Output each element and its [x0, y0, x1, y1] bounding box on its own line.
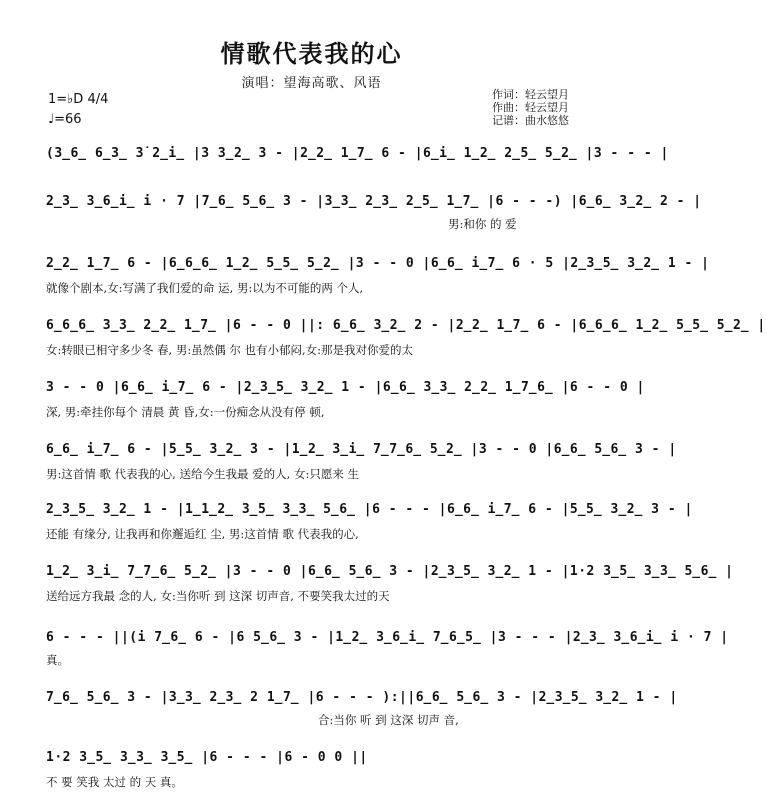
notation-line-7: 2̲3̲5̲ 3̲2̲ 1 - |1̲1̲2̲ 3̲5̲ 3̲3̲ 5̲6̲ |6 - - - |6̲6̲ i̲7̲ 6 - |5̲5̲ 3̲2̲ 3 - |	[46, 502, 693, 517]
key-signature: 1=♭D 4/4	[48, 92, 109, 107]
notation-line-3: 2̲2̲ 1̲7̲ 6 - |6̲6̲6̲ 1̲2̲ 5̲5̲ 5̲2̲ |3 - - 0 |6̲6̲ i̲7̲ 6 · 5 |2̲3̲5̲ 3̲2̲ 1 - |	[46, 256, 710, 271]
notation-line-1: (3̲6̲ 6̲3̲ 3̇ 2̲i̲ |3 3̲2̲ 3 - |2̲2̲ 1̲7̲ 6 - |6̲i̲ 1̲2̲ 2̲5̲ 5̲2̲ |3 - - - |	[46, 146, 669, 161]
lyric-line-10: 合:当你 听 到 这深 切声 音,	[318, 713, 459, 727]
composer-credit: 作曲：轻云望月	[492, 101, 569, 114]
lyric-line-6: 男:这首情 歌 代表我的心, 送给今生我最 爱的人, 女:只愿来 生	[46, 467, 359, 481]
lyric-line-2: 男:和你 的 爱	[448, 217, 517, 231]
notation-line-5: 3 - - 0 |6̲6̲ i̲7̲ 6 - |2̲3̲5̲ 3̲2̲ 1 - |6̲6̲ 3̲3̲ 2̲2̲ 1̲7̲6̲ |6 - - 0 |	[46, 380, 645, 395]
lyric-line-11: 不 要 笑我 太过 的 天 真。	[46, 775, 183, 789]
lyric-line-3: 就像个剧本,女:写满了我们爱的命 运, 男:以为不可能的两 个人,	[46, 281, 364, 295]
lyric-line-5: 深, 男:牵挂你每个 清晨 黄 昏,女:一份痴念从没有停 顿,	[46, 405, 325, 419]
notation-line-6: 6̲6̲ i̲7̲ 6 - |5̲5̲ 3̲2̲ 3 - |1̲2̲ 3̲i̲ 7̲7̲6̲ 5̲2̲ |3 - - 0 |6̲6̲ 5̲6̲ 3 - |	[46, 442, 677, 457]
lyric-line-9: 真。	[46, 653, 69, 667]
lyric-line-7: 还能 有缘分, 让我再和你邂逅红 尘, 男:这首情 歌 代表我的心,	[46, 527, 359, 541]
lyric-line-8: 送给远方我最 念的人, 女:当你听 到 这深 切声音, 不要笑我太过的天	[46, 589, 390, 603]
singers-line: 演唱：望海高歌、风语	[241, 76, 382, 91]
notation-line-11: 1·2 3̲5̲ 3̲3̲ 3̲5̲ |6 - - - |6 - 0 0 ||	[46, 750, 368, 765]
song-title: 情歌代表我的心	[220, 40, 403, 68]
lyric-line-4: 女:转眼已相守多少冬 春, 男:虽然偶 尔 也有小郁闷,女:那是我对你爱的太	[46, 343, 414, 357]
notation-line-10: 7̲6̲ 5̲6̲ 3 - |3̲3̲ 2̲3̲ 2 1̲7̲ |6 - - - ):||6̲6̲ 5̲6̲ 3 - |2̲3̲5̲ 3̲2̲ 1 - |	[46, 690, 678, 705]
notation-line-9: 6 - - - ||(i 7̲6̲ 6 - |6 5̲6̲ 3 - |1̲2̲ 3̲6̲i̲ 7̲6̲5̲ |3 - - - |2̲3̲ 3̲6̲i̲ i · 7 |	[46, 630, 729, 645]
notation-line-4: 6̲6̲6̲ 3̲3̲ 2̲2̲ 1̲7̲ |6 - - 0 ||: 6̲6̲ 3̲2̲ 2 - |2̲2̲ 1̲7̲ 6 - |6̲6̲6̲ 1̲2̲ 5̲5̲ 5̲2̲ |	[46, 318, 766, 333]
notation-line-8: 1̲2̲ 3̲i̲ 7̲7̲6̲ 5̲2̲ |3 - - 0 |6̲6̲ 5̲6̲ 3 - |2̲3̲5̲ 3̲2̲ 1 - |1·2 3̲5̲ 3̲3̲ 5̲6̲ |	[46, 564, 734, 579]
notation-line-2: 2̲3̲ 3̲6̲i̲ i · 7 |7̲6̲ 5̲6̲ 3 - |3̲3̲ 2̲3̲ 2̲5̲ 1̲7̲ |6 - - -) |6̲6̲ 3̲2̲ 2 - |	[46, 194, 702, 209]
credits	[492, 88, 569, 127]
tempo-marking: ♩=66	[48, 112, 82, 127]
lyricist-credit: 作词：轻云望月	[492, 88, 569, 101]
transcriber-credit: 记谱：曲水悠悠	[492, 114, 569, 127]
